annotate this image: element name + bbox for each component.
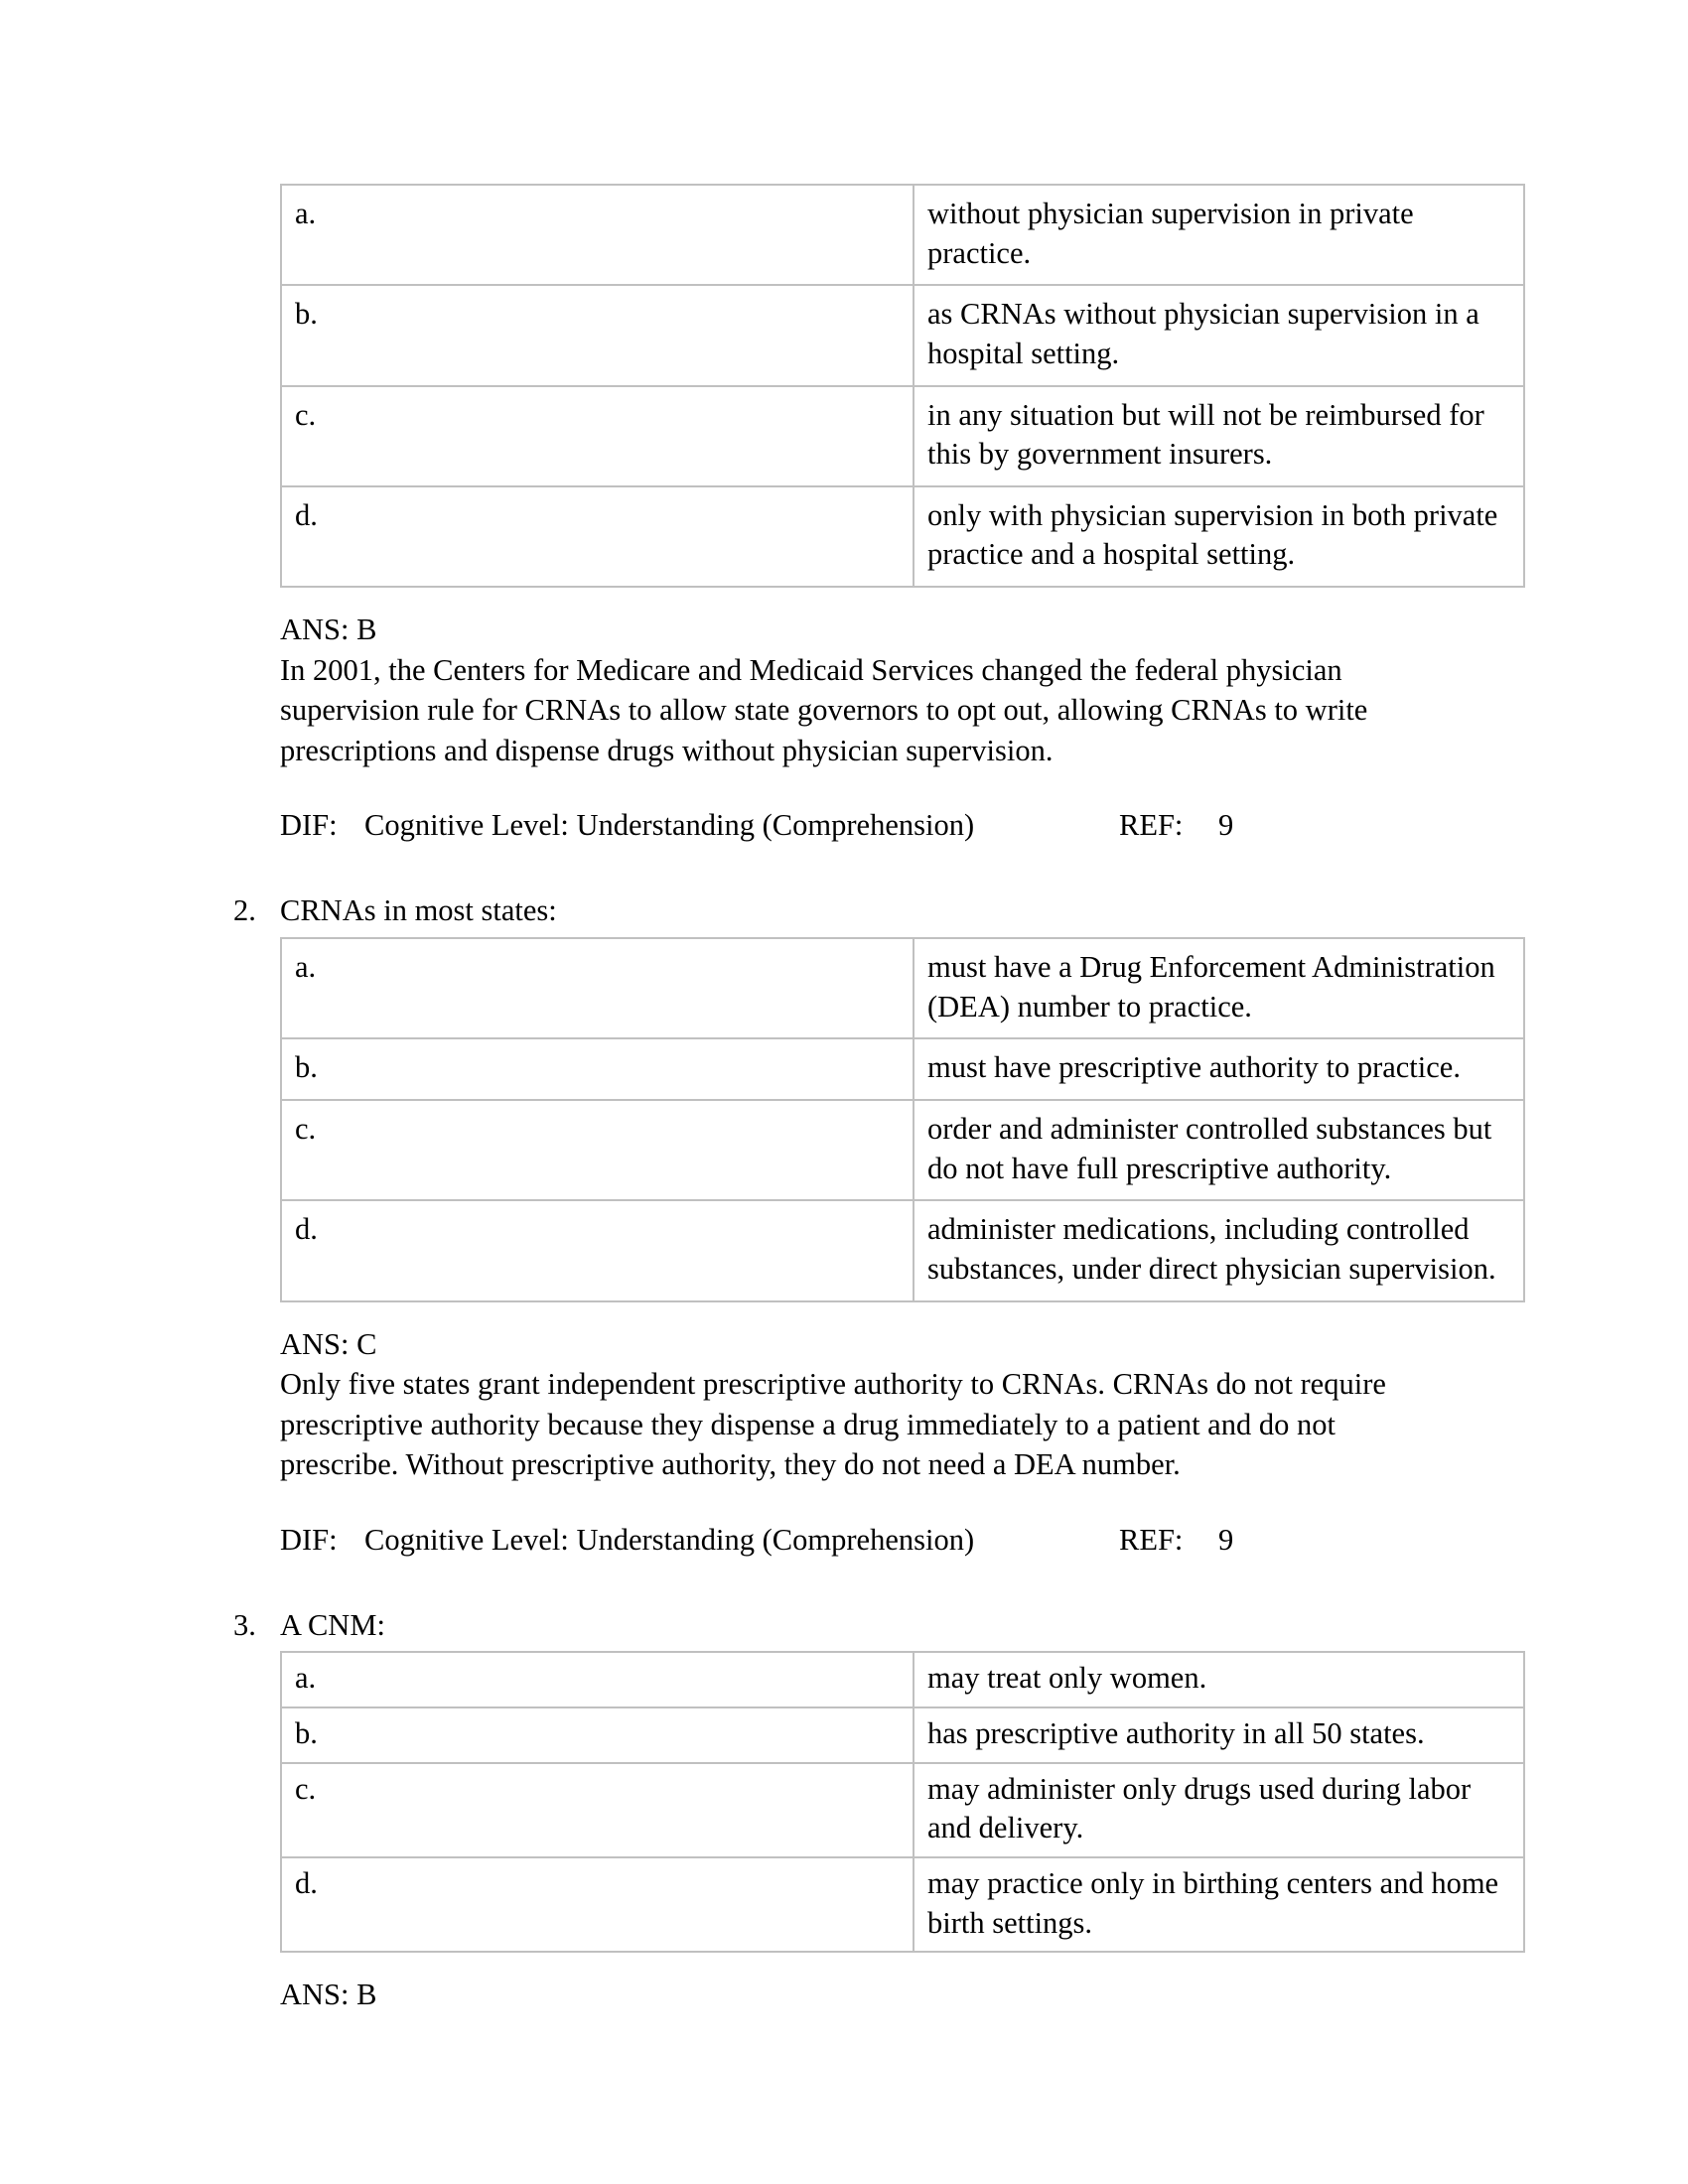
answer-line: ANS: B	[280, 613, 377, 647]
page-content	[233, 184, 1499, 2015]
option-letter-a: a.	[281, 185, 914, 285]
ref-value: 9	[1218, 1522, 1234, 1557]
answer-line: ANS: C	[280, 1326, 377, 1361]
meta-line-question-1	[280, 806, 1440, 846]
option-text-b: must have prescriptive authority to practice.	[914, 1038, 1524, 1100]
table-row	[281, 1100, 1524, 1200]
table-row	[281, 285, 1524, 385]
option-letter-c: c.	[281, 1100, 914, 1200]
option-letter-b: b.	[281, 1038, 914, 1100]
option-letter-c: c.	[281, 386, 914, 486]
options-table-question-1	[280, 184, 1525, 588]
dif-label: DIF:	[280, 1522, 338, 1557]
table-row	[281, 386, 1524, 486]
option-text-b: has prescriptive authority in all 50 states.	[914, 1707, 1524, 1763]
option-text-d: only with physician supervision in both private practice and a hospital setting.	[914, 486, 1524, 587]
option-letter-d: d.	[281, 486, 914, 587]
options-table-question-2	[280, 937, 1525, 1301]
question-stem-2	[233, 891, 1440, 931]
table-row	[281, 185, 1524, 285]
option-letter-a: a.	[281, 938, 914, 1038]
option-text-b: as CRNAs without physician supervision in a hospital setting.	[914, 285, 1524, 385]
option-text-c: order and administer controlled substances but do not have full prescriptive authority.	[914, 1100, 1524, 1200]
table-row	[281, 1652, 1524, 1707]
option-text-c: may administer only drugs used during labor and delivery.	[914, 1763, 1524, 1857]
dif-value: Cognitive Level: Understanding (Comprehension)	[364, 1522, 975, 1557]
table-row	[281, 938, 1524, 1038]
option-text-a: without physician supervision in private practice.	[914, 185, 1524, 285]
question-stem-3	[233, 1606, 1440, 1646]
options-table-question-3	[280, 1651, 1525, 1953]
option-letter-b: b.	[281, 285, 914, 385]
dif-value: Cognitive Level: Understanding (Comprehension)	[364, 808, 975, 843]
meta-line-question-2	[280, 1521, 1440, 1561]
option-text-a: must have a Drug Enforcement Administration (DEA) number to practice.	[914, 938, 1524, 1038]
option-letter-b: b.	[281, 1707, 914, 1763]
rationale-text: In 2001, the Centers for Medicare and Medicaid Services changed the federal physician supervision rule for CRNAs to allow state governors to opt out, allowing CRNAs to write prescriptions and dispense drugs without physician supervision.	[280, 652, 1368, 767]
ref-label: REF:	[1119, 808, 1184, 843]
table-row	[281, 1038, 1524, 1100]
table-row	[281, 486, 1524, 587]
option-text-d: administer medications, including controlled substances, under direct physician supervision.	[914, 1200, 1524, 1300]
answer-block-question-1	[280, 610, 1440, 770]
option-text-c: in any situation but will not be reimbursed for this by government insurers.	[914, 386, 1524, 486]
question-number-2: 2.	[233, 893, 256, 928]
table-row	[281, 1200, 1524, 1300]
dif-label: DIF:	[280, 808, 338, 843]
question-text-3: A CNM:	[280, 1607, 385, 1642]
ref-label: REF:	[1119, 1522, 1184, 1557]
table-row	[281, 1857, 1524, 1952]
table-row	[281, 1763, 1524, 1857]
ref-value: 9	[1218, 808, 1234, 843]
table-row	[281, 1707, 1524, 1763]
answer-block-question-3	[280, 1975, 1440, 2015]
option-letter-d: d.	[281, 1200, 914, 1300]
option-text-d: may practice only in birthing centers and home birth settings.	[914, 1857, 1524, 1952]
answer-block-question-2	[280, 1324, 1440, 1485]
question-text-2: CRNAs in most states:	[280, 893, 557, 928]
option-text-a: may treat only women.	[914, 1652, 1524, 1707]
question-number-3: 3.	[233, 1607, 256, 1642]
option-letter-c: c.	[281, 1763, 914, 1857]
option-letter-a: a.	[281, 1652, 914, 1707]
option-letter-d: d.	[281, 1857, 914, 1952]
rationale-text: Only five states grant independent prescriptive authority to CRNAs. CRNAs do not require prescriptive authority because they dispense a drug immediately to a patient and do not prescribe. Without prescriptive authority, they do not need a DEA number.	[280, 1367, 1386, 1482]
answer-line: ANS: B	[280, 1978, 377, 2012]
